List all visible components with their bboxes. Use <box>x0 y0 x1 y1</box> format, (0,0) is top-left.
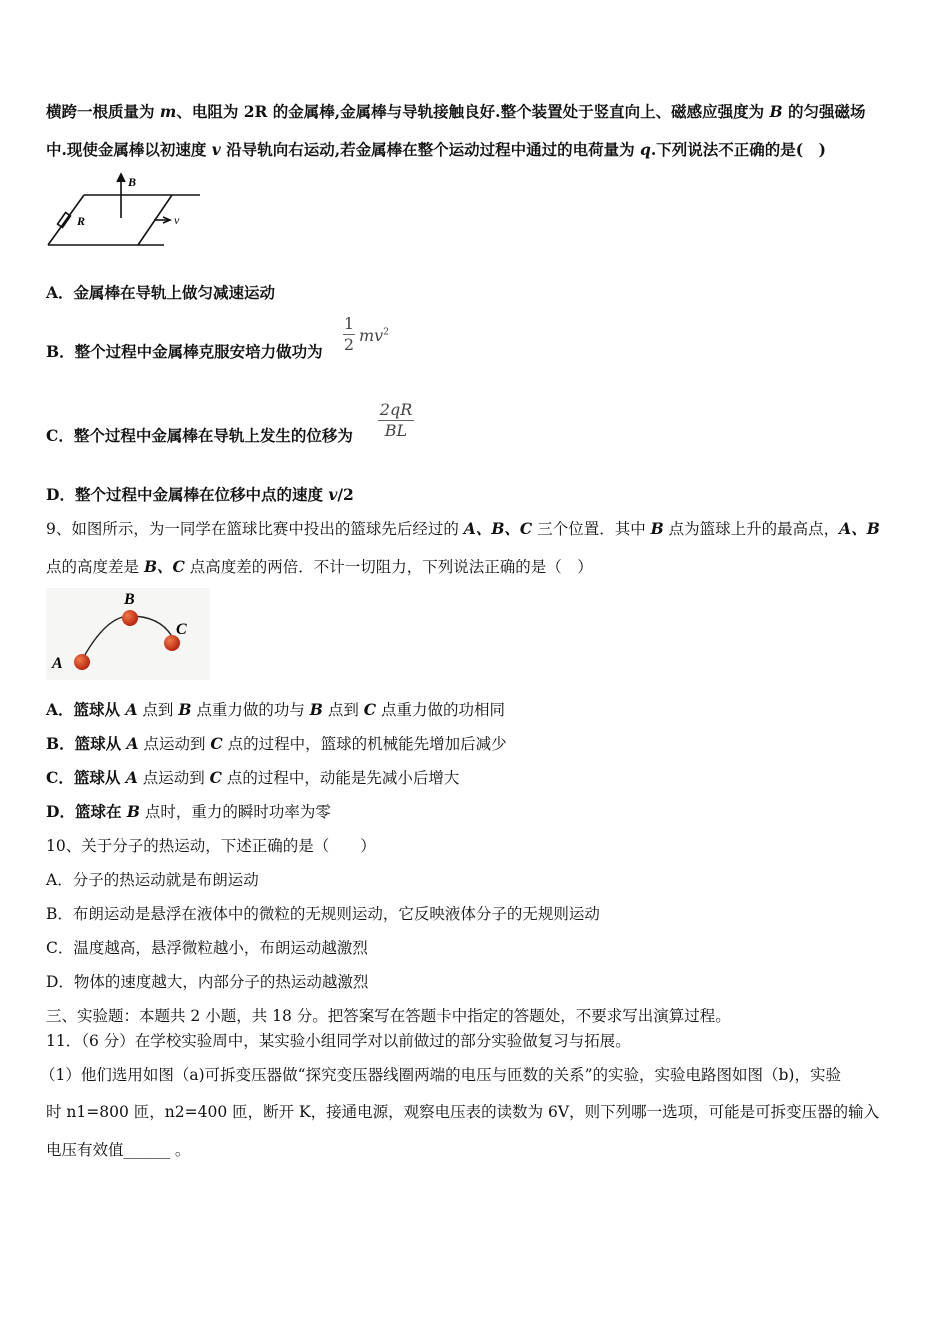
ball-a <box>74 654 90 670</box>
q9-option-c: C．篮球从 A 点运动到 C 点的过程中，动能是先减小后增大 <box>46 768 460 787</box>
fraction-numerator: 2qR <box>379 400 413 419</box>
q8-option-c: C．整个过程中金属棒在导轨上发生的位移为 <box>46 426 353 445</box>
q11-stem: 11．（6 分）在学校实验周中，某实验小组同学对以前做过的部分实验做复习与拓展。 <box>46 1032 631 1050</box>
q9-option-b: B．篮球从 A 点运动到 C 点的过程中，篮球的机械能先增加后减少 <box>46 734 507 753</box>
q9-option-a: A．篮球从 A 点到 B 点重力做的功与 B 点到 C 点重力做的功相同 <box>46 700 506 719</box>
q8-option-b-mv2: $mv^2$ <box>359 326 389 345</box>
q8-stem-line2: 中.现使金属棒以初速度 v 沿导轨向右运动,若金属棒在整个运动过程中通过的电荷量为 q.下列说法不正确的是( ) <box>46 140 826 159</box>
q8-figure-label-B: B <box>128 175 137 189</box>
q9-figure-label-A: A <box>52 655 63 672</box>
q8-option-d: D．整个过程中金属棒在位移中点的速度 v/2 <box>46 485 354 504</box>
q8-option-b: B．整个过程中金属棒克服安培力做功为 <box>46 342 323 361</box>
section3-title: 三、实验题：本题共 2 小题，共 18 分。把答案写在答题卡中指定的答题处，不要求写出演算过程。 <box>46 1007 731 1025</box>
q9-basketball-figure <box>46 588 210 680</box>
q9-stem-line1: 9、如图所示，为一同学在篮球比赛中投出的篮球先后经过的 A、B、C 三个位置．其中 B 点为篮球上升的最高点，A、B <box>46 519 880 538</box>
q10-option-c: C．温度越高，悬浮微粒越小，布朗运动越激烈 <box>46 939 368 957</box>
q10-stem: 10、关于分子的热运动，下述正确的是（ ） <box>46 837 376 855</box>
q8-figure-label-v: v <box>174 213 180 227</box>
q9-stem-line2: 点的高度差是 B、C 点高度差的两倍．不计一切阻力，下列说法正确的是（ ） <box>46 557 593 576</box>
ball-b <box>122 610 138 626</box>
q8-option-a: A．金属棒在导轨上做匀减速运动 <box>46 283 276 302</box>
fraction-denominator: 2 <box>343 335 355 354</box>
fraction-denominator: BL <box>384 421 408 440</box>
q10-option-d: D．物体的速度越大，内部分子的热运动越激烈 <box>46 973 369 991</box>
q8-option-c-fraction <box>378 400 414 441</box>
q10-option-b: B．布朗运动是悬浮在液体中的微粒的无规则运动，它反映液体分子的无规则运动 <box>46 905 600 923</box>
q8-option-b-fraction <box>343 314 355 355</box>
q11-part1-line2: 时 n1=800 匝，n2=400 匝，断开 K，接通电源，观察电压表的读数为 6V，则下列哪一选项，可能是可拆变压器的输入 <box>46 1103 880 1121</box>
q8-stem-line1: 横跨一根质量为 m、电阻为 2R 的金属棒,金属棒与导轨接触良好.整个装置处于竖直向上、磁感应强度为 B 的匀强磁场 <box>46 102 866 121</box>
fraction-numerator: 1 <box>343 314 355 333</box>
q8-figure-label-R: R <box>77 214 86 228</box>
q9-figure-label-C: C <box>176 621 187 638</box>
q11-part1-line3: 电压有效值______ 。 <box>46 1141 191 1159</box>
q9-figure-label-B: B <box>124 591 135 608</box>
q8-rail-figure <box>44 170 204 250</box>
q9-option-d: D．篮球在 B 点时，重力的瞬时功率为零 <box>46 802 331 821</box>
q11-part1-line1: （1）他们选用如图（a)可拆变压器做“探究变压器线圈两端的电压与匝数的关系”的实验，实验电路图如图（b)，实验 <box>40 1066 841 1084</box>
q10-option-a: A．分子的热运动就是布朗运动 <box>46 871 259 889</box>
